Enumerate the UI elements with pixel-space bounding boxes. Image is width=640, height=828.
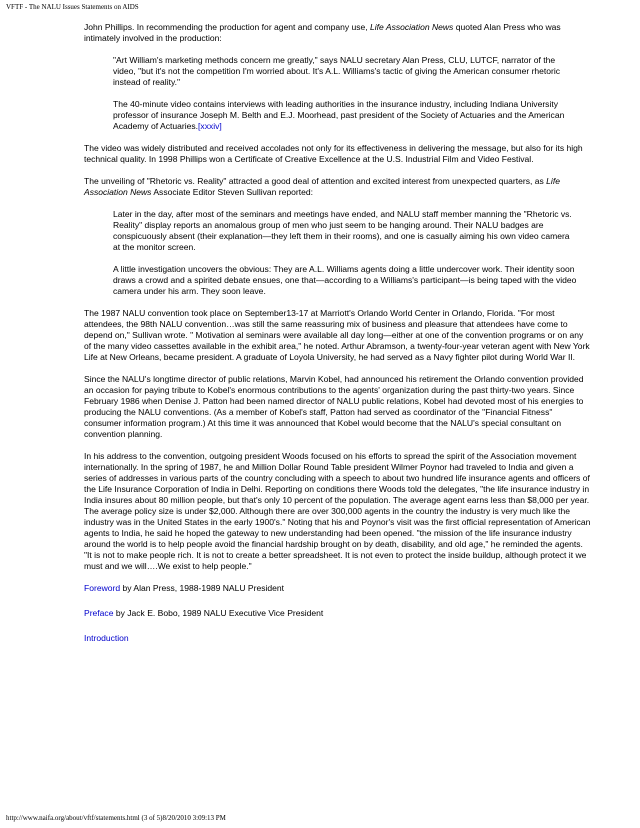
footnote-link[interactable]: [xxxiv]: [198, 121, 222, 131]
introduction-link[interactable]: Introduction: [84, 633, 129, 643]
paragraph: In his address to the convention, outgoing president Woods focused on his efforts to spread the spirit of the Association movement internationally. In the spring of 1987, he and Million Dollar Round Table president Wilmer Poynor had traveled to India and given a series of addresses in various parts of the country concluding with a speech to about two hundred life insurance agents and officers of the Life Insurance Corporation of India in Delhi. Reporting on conditions there Woods told the delegates, "the life insurance industry in India insures about 80 million people, but that's only 10 percent of the population. The average agent earns less than $8,000 per year. The average policy size is under $2,000. Although there are over 300,000 agents in the country the industry is very much like the industry was in the United States in the early 1900's." Noting that his and Poynor's visit was the first official representation of American agents to India, he said he hoped the gateway to new understanding had been opened. "the mission of the life insurance industry around the world is to help people avoid the financial hardship brought on by death, disability, and old age," he reminded the agents. "It is not to make people rich. It is not to create a better spreadsheet. It is not even to protect the inside buildup, although protect it we must and we will….We exist to help people.": [84, 451, 591, 571]
nav-foreword: Foreword by Alan Press, 1988-1989 NALU President: [84, 583, 285, 593]
nav-introduction: [84, 633, 592, 644]
article-body: [84, 22, 592, 658]
foreword-link[interactable]: Foreword: [84, 583, 121, 593]
paragraph: Since the NALU's longtime director of public relations, Marvin Kobel, had announced his retirement the Orlando convention provided an occasion for paying tribute to Kobel's enormous contributions to the agents' organization during the past thirty-two years. Since February 1986 when Denise J. Patton had been named director of NALU public relations, Kobel had devoted most of his energies to producing the NALU conventions. (As a member of Kobel's staff, Patton had served as coordinator of the "Financial Fitness" consumer information program.) At this time it was announced that Kobel would become that the NALU's special consultant on convention planning.: [84, 374, 584, 439]
paragraph: The video was widely distributed and received accolades not only for its effectiveness in delivering the message, but also for its high technical quality. In 1998 Phillips won a Certificate of Creative Excellence at the U.S. Industrial Film and Video Festival.: [84, 143, 583, 164]
block-quote: A little investigation uncovers the obvious: They are A.L. Williams agents doing a little undercover work. Their identity soon draws a crowd and a spirited debate ensues, one that—according to a Williams's participant—is being taped with the video camera under his arm. They soon leave.: [113, 264, 577, 296]
browser-print-footer: http://www.naifa.org/about/vftf/statements.html (3 of 5)8/20/2010 3:09:13 PM: [6, 814, 226, 822]
paragraph: The 1987 NALU convention took place on September13-17 at Marriott's Orlando World Center in Orlando, Florida. "For most attendees, the 98th NALU convention…was still the same reassuring mix of business and pleasure that attendees have come to depend on," Sullivan wrote. " Motivation al seminars were available all day long—either at one of the convention programs or on any of the many video cassettes available in the exhibit area," he noted. Arthur Abramson, a twenty-four-year veteran agent with New York Life at New Orleans, became president. A graduate of Loyola University, he had served as a Navy fighter pilot during World War II.: [84, 308, 590, 362]
nav-preface: Preface by Jack E. Bobo, 1989 NALU Executive Vice President: [84, 608, 324, 618]
publication-title: Life Association News: [84, 176, 560, 197]
block-quote: The 40-minute video contains interviews with leading authorities in the insurance industry, including Indiana University professor of insurance Joseph M. Belth and E.J. Moorhead, past president of the Society of Actuaries and the American Academy of Actuaries.[xxxiv]: [113, 99, 565, 131]
paragraph: John Phillips. In recommending the production for agent and company use, Life Association News quoted Alan Press who was intimately involved in the production:: [84, 22, 561, 43]
browser-print-header: VFTF - The NALU Issues Statements on AIDS: [6, 3, 139, 11]
block-quote: "Art William's marketing methods concern me greatly," says NALU secretary Alan Press, CLU, LUTCF, narrator of the video, "but it's not the competition I'm worried about. It's A.L. Williams's tactic of giving the American consumer rhetoric instead of reality.": [113, 55, 561, 87]
publication-title: Life Association News: [370, 22, 454, 32]
preface-link[interactable]: Preface: [84, 608, 114, 618]
paragraph: The unveiling of "Rhetoric vs. Reality" attracted a good deal of attention and excited interest from unexpected quarters, as Life Association News Associate Editor Steven Sullivan reported:: [84, 176, 560, 197]
block-quote: Later in the day, after most of the seminars and meetings have ended, and NALU staff member manning the "Rhetoric vs. Reality" display reports an anomalous group of men who just seem to be hanging around. Their NALU badges are conspicuously absent (their explanation—they left them in their rooms), and one is casually aiming his own video camera at the monitor screen.: [113, 209, 572, 252]
